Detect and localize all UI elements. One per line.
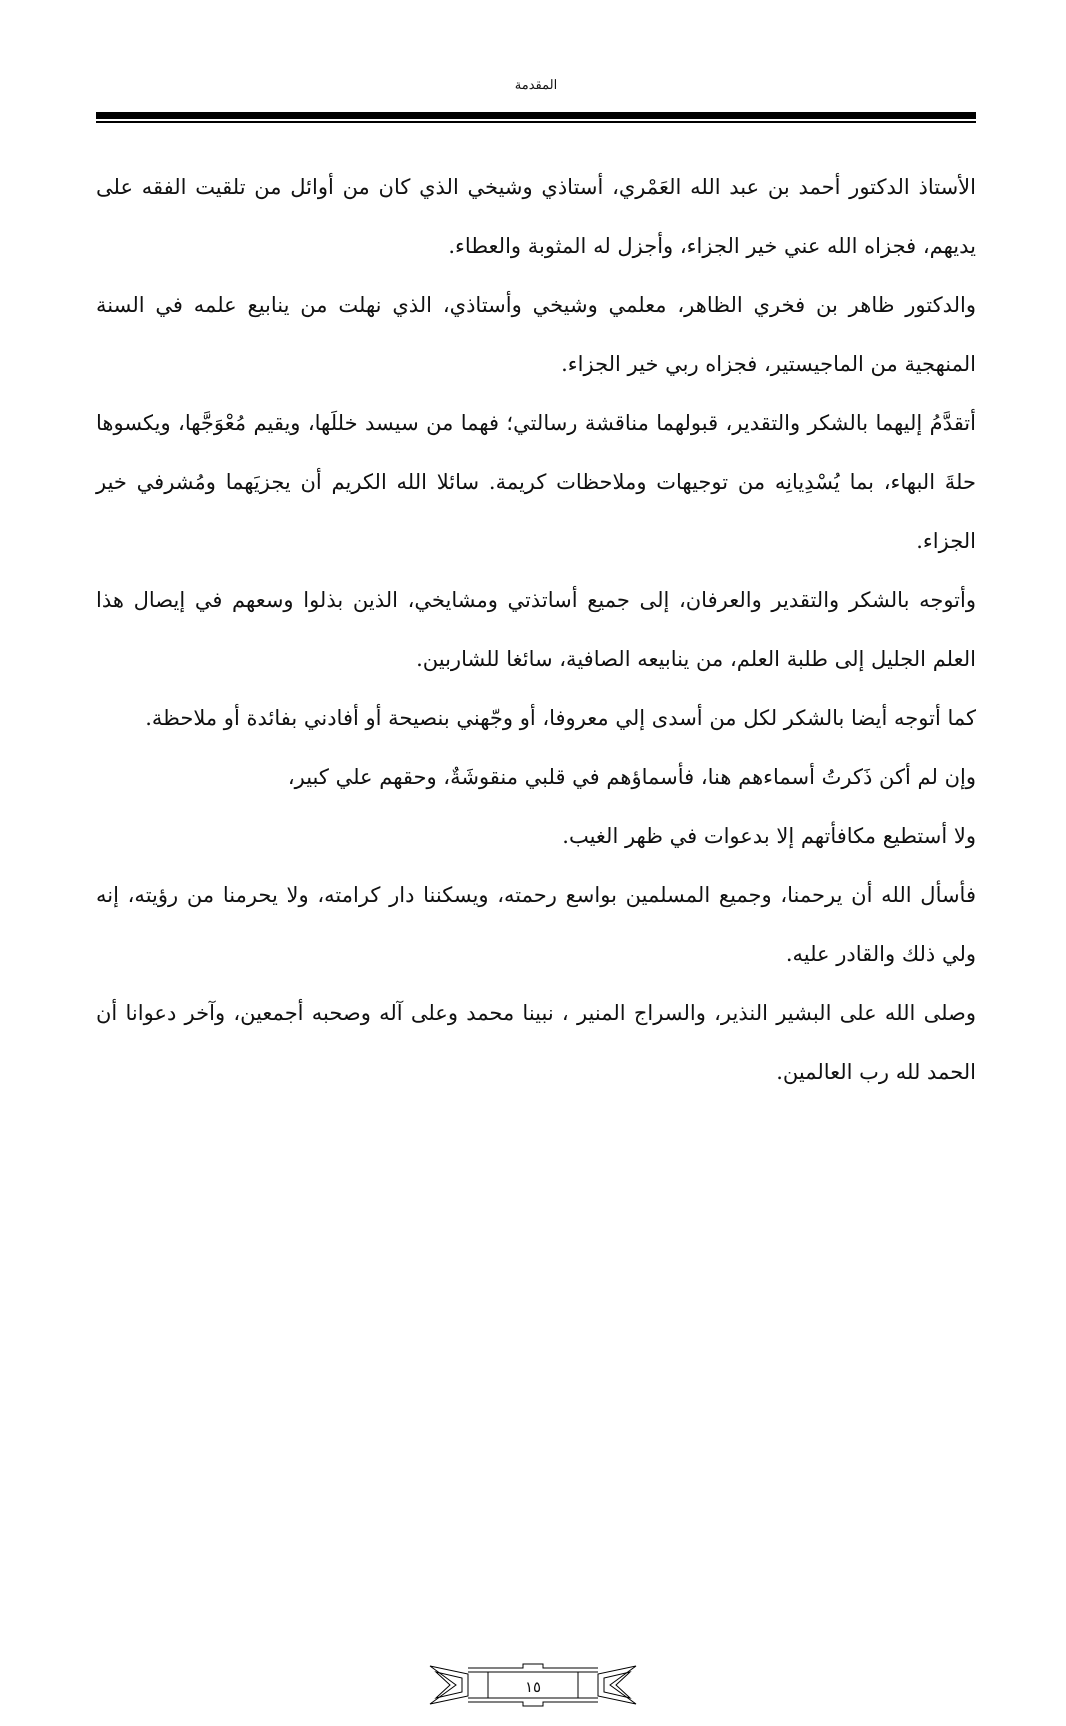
header-rule-thick [96, 112, 976, 119]
paragraph: كما أتوجه أيضا بالشكر لكل من أسدى إلي معروفا، أو وجّهني بنصيحة أو أفادني بفائدة أو ملاحظة. [145, 706, 976, 730]
paragraph: الأستاذ الدكتور أحمد بن عبد الله العَمْري، أستاذي وشيخي الذي كان من أوائل من تلقيت الفقه على يديهم، فجزاه الله عني خير الجزاء، وأجزل له المثوبة والعطاء. [96, 175, 976, 258]
paragraph: فأسأل الله أن يرحمنا، وجميع المسلمين بواسع رحمته، ويسكننا دار كرامته، ولا يحرمنا من رؤيته، إنه ولي ذلك والقادر عليه. [96, 883, 976, 966]
paragraph: وصلى الله على البشير النذير، والسراج المنير ، نبينا محمد وعلى آله وصحبه أجمعين، وآخر دعوانا أن الحمد لله رب العالمين. [96, 1001, 976, 1084]
header-rule-thin [96, 121, 976, 123]
body-text [96, 158, 976, 1102]
page-number: ١٥ [524, 1678, 542, 1696]
paragraph: أتقدَّمُ إليهما بالشكر والتقدير، قبولهما مناقشة رسالتي؛ فهما من سيسد خللَها، ويقيم مُعْوَجَّها، ويكسوها حلةَ البهاء، بما يُسْدِيانِه من توجيهات وملاحظات كريمة. سائلا الله الكريم أن يجزيَهما ومُشرفي خير الجزاء. [96, 411, 976, 553]
paragraph: ولا أستطيع مكافأتهم إلا بدعوات في ظهر الغيب. [562, 824, 976, 848]
paragraph: والدكتور ظاهر بن فخري الظاهر، معلمي وشيخي وأستاذي، الذي نهلت من ينابيع علمه في السنة المنهجية من الماجيستير، فجزاه ربي خير الجزاء. [96, 293, 976, 376]
paragraph: وإن لم أكن ذَكرتُ أسماءهم هنا، فأسماؤهم في قلبي منقوشَةٌ، وحقهم علي كبير، [287, 765, 976, 789]
running-header: المقدمة [514, 78, 558, 93]
paragraph: وأتوجه بالشكر والتقدير والعرفان، إلى جميع أساتذتي ومشايخي، الذين بذلوا وسعهم في إيصال هذا العلم الجليل إلى طلبة العلم، من ينابيعه الصافية، سائغا للشاربين. [96, 588, 976, 671]
